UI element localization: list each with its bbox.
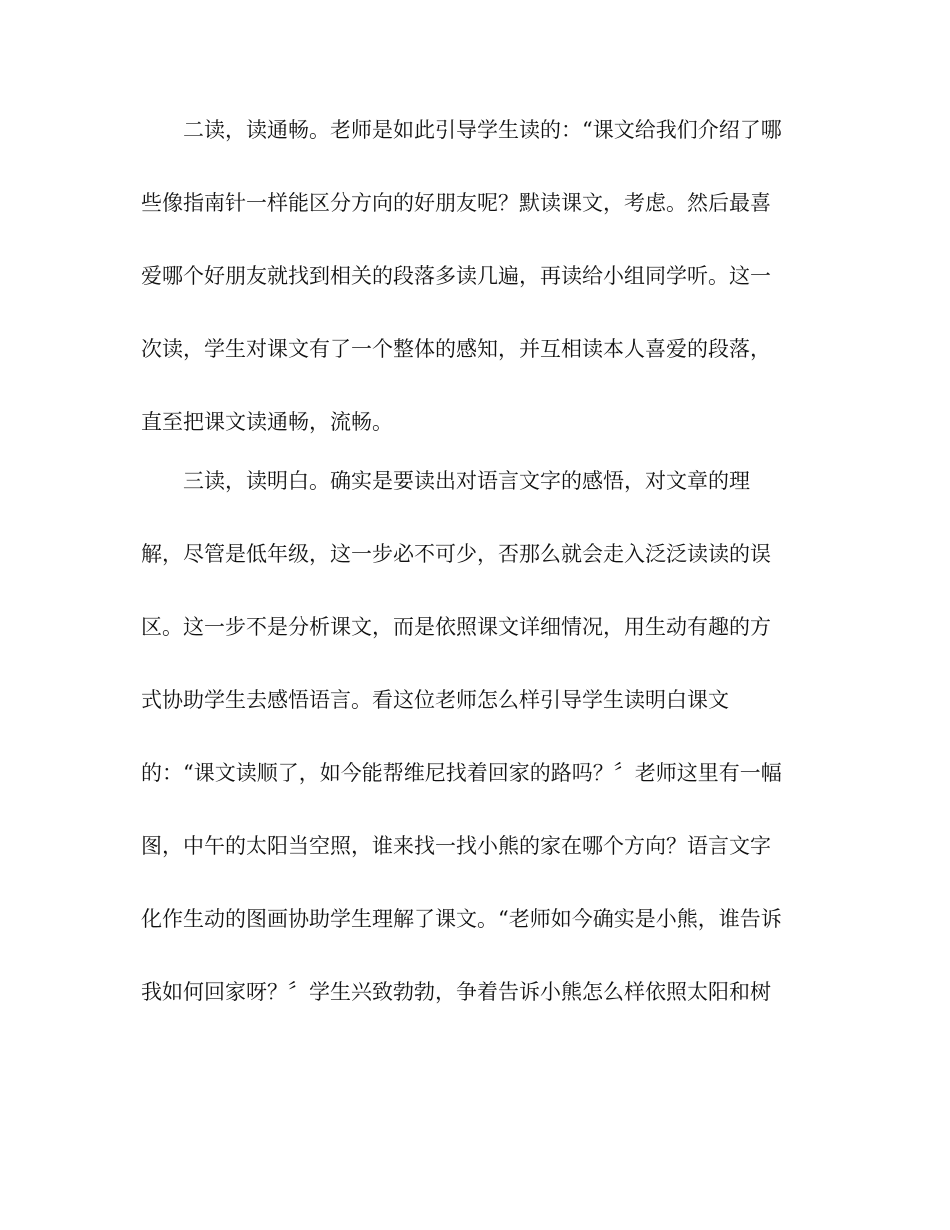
text-line: 式协助学生去感悟语言。看这位老师怎么样引导学生读明白课文 xyxy=(141,688,729,712)
body-text xyxy=(141,118,821,1053)
text-line: 些像指南针一样能区分方向的好朋友呢？默读课文，考虑。然后最喜 xyxy=(141,191,771,215)
text-line: 图，中午的太阳当空照，谁来找一找小熊的家在哪个方向？语言文字 xyxy=(141,834,771,858)
paragraph xyxy=(141,118,821,434)
text-line: 的：“课文读顺了，如今能帮维尼找着回家的路吗？〞老师这里有一幅 xyxy=(141,761,782,785)
text-line: 解，尽管是低年级，这一步必不可少，否那么就会走入泛泛读读的误 xyxy=(141,542,771,566)
text-line: 区。这一步不是分析课文，而是依照课文详细情况，用生动有趣的方 xyxy=(141,615,771,639)
paragraph xyxy=(141,469,821,1004)
text-line: 三读，读明白。确实是要读出对语言文字的感悟，对文章的理 xyxy=(183,469,750,493)
text-line: 化作生动的图画协助学生理解了课文。“老师如今确实是小熊，谁告诉 xyxy=(141,907,782,931)
text-line: 我如何回家呀？〞学生兴致勃勃，争着告诉小熊怎么样依照太阳和树 xyxy=(141,980,771,1004)
text-line: 次读，学生对课文有了一个整体的感知，并互相读本人喜爱的段落， xyxy=(141,337,771,361)
text-line: 爱哪个好朋友就找到相关的段落多读几遍，再读给小组同学听。这一 xyxy=(141,264,771,288)
text-line: 直至把课文读通畅，流畅。 xyxy=(141,410,393,434)
text-line: 二读，读通畅。老师是如此引导学生读的：“课文给我们介绍了哪 xyxy=(183,118,782,142)
